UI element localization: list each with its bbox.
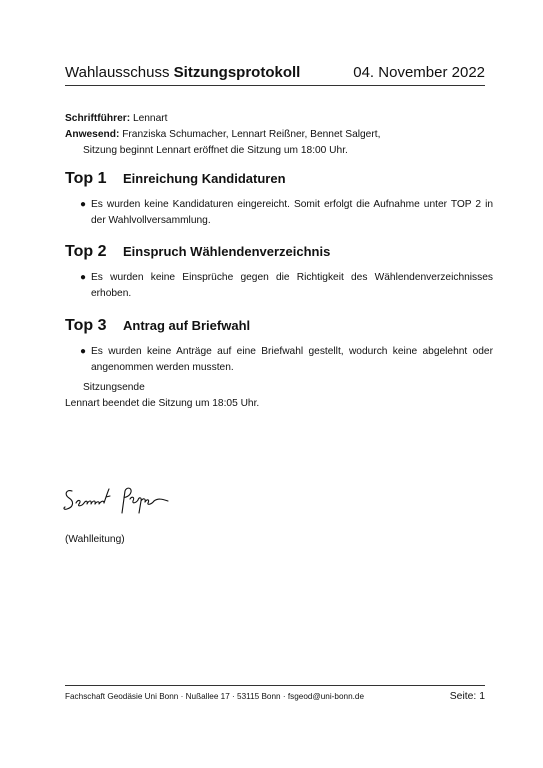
top-2-number: Top 2: [65, 243, 107, 260]
top-2-list: [65, 270, 495, 302]
closing-heading: Sitzungsende: [83, 382, 145, 393]
list-item: [65, 197, 495, 229]
list-item-text: Es wurden keine Einsprüche gegen die Richtigkeit des Wählendenverzeichnisses erhoben.: [91, 272, 493, 299]
top-3-heading: [65, 316, 495, 336]
top-1-heading: [65, 169, 495, 189]
writer-key: Schriftführer:: [65, 113, 131, 124]
list-item: [65, 270, 495, 302]
closing-text: Lennart beendet die Sitzung um 18:05 Uhr.: [65, 398, 260, 409]
top-2-title: Einspruch Wählendenverzeichnis: [123, 244, 331, 259]
bullet-icon: ●: [80, 272, 87, 283]
top-2-section: [65, 242, 495, 302]
top-1-section: [65, 169, 495, 229]
top-3-title: Antrag auf Briefwahl: [123, 318, 251, 333]
document-title: [65, 63, 300, 83]
handwritten-signature: [62, 483, 182, 517]
present-line: [65, 127, 495, 143]
present-value: Franziska Schumacher, Lennart Reißner, Bennet Salgert,: [122, 129, 381, 140]
present-key: Anwesend:: [65, 129, 120, 140]
signature-role: (Wahlleitung): [65, 534, 125, 545]
meta-block: [65, 111, 495, 159]
writer-value: Lennart: [132, 113, 168, 124]
title-bold: Sitzungsprotokoll: [173, 64, 301, 81]
header-divider: [65, 85, 485, 86]
top-3-section: [65, 316, 495, 376]
top-1-list: [65, 197, 495, 229]
top-3-list: [65, 344, 495, 376]
top-1-title: Einreichung Kandidaturen: [123, 171, 286, 186]
page-footer: [65, 690, 485, 704]
footer-address: Fachschaft Geodäsie Uni Bonn · Nußallee 17 · 53115 Bonn · fsgeod@uni-bonn.de: [65, 692, 364, 701]
bullet-icon: ●: [80, 199, 87, 210]
top-2-heading: [65, 242, 495, 262]
list-item: [65, 344, 495, 376]
list-item-text: Es wurden keine Kandidaturen eingereicht. Somit erfolgt die Aufnahme unter TOP 2 in der Wahlvollversammlung.: [91, 199, 493, 226]
writer-line: [65, 111, 495, 127]
opening-line: Sitzung beginnt Lennart eröffnet die Sitzung um 18:00 Uhr.: [83, 145, 348, 156]
footer-divider: [65, 685, 485, 686]
page-header: [65, 63, 485, 83]
document-date: 04. November 2022: [353, 64, 485, 81]
bullet-icon: ●: [80, 346, 87, 357]
top-3-number: Top 3: [65, 317, 107, 334]
title-plain: Wahlausschuss: [65, 64, 170, 81]
closing-block: [65, 380, 259, 412]
top-1-number: Top 1: [65, 170, 107, 187]
page-number: Seite: 1: [449, 691, 485, 702]
list-item-text: Es wurden keine Anträge auf eine Briefwahl gestellt, wodurch keine abgelehnt oder angenommen werden mussten.: [91, 346, 493, 373]
